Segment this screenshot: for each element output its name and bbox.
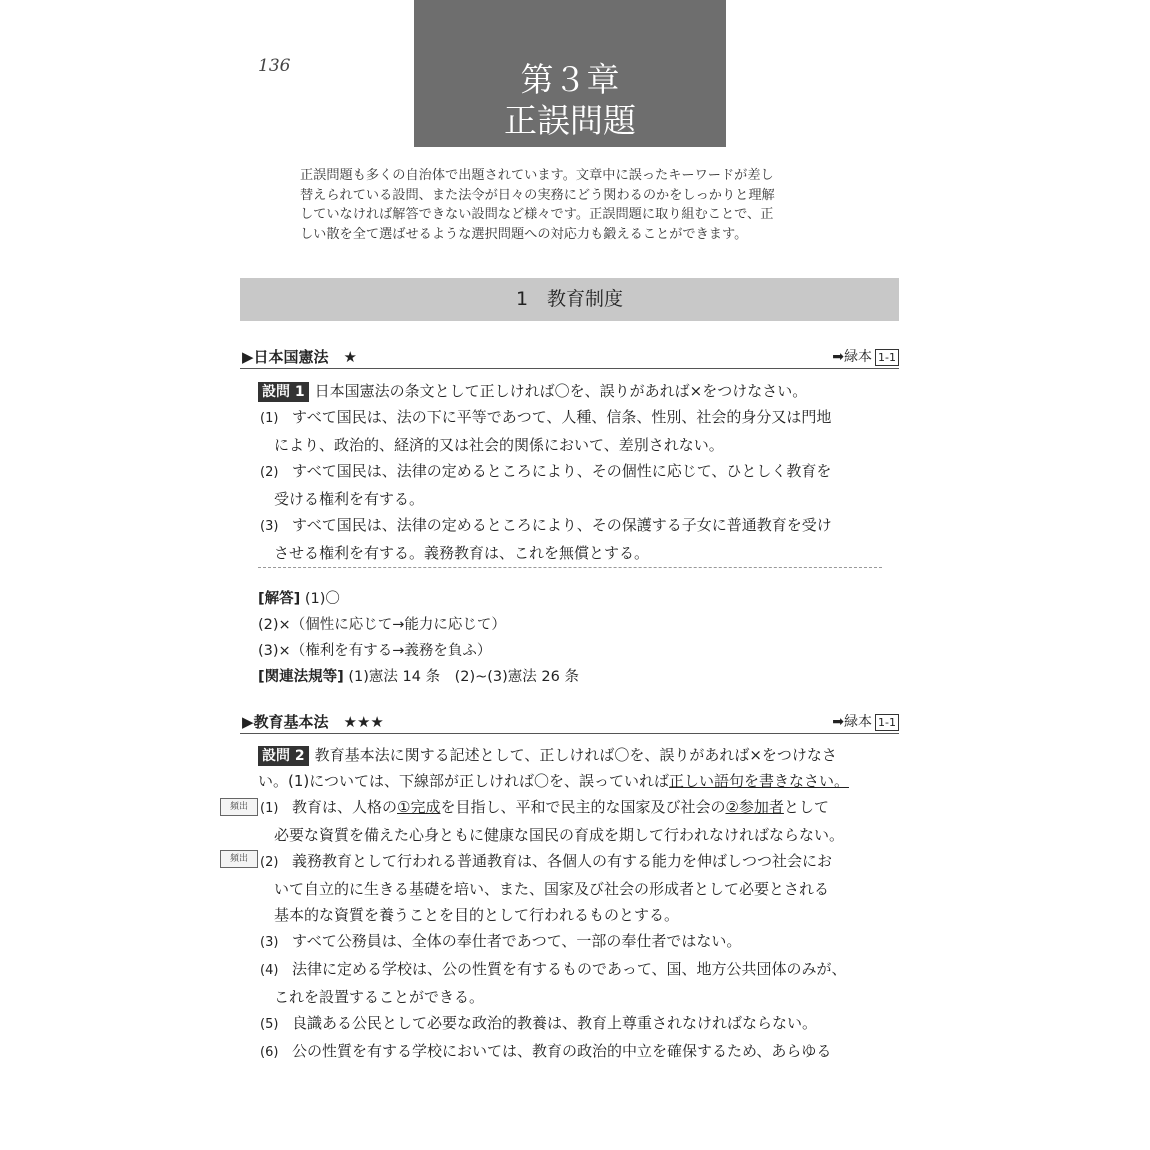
reference-box: 1-1: [875, 349, 899, 366]
intro-line: しい散を全て選ばせるような選択問題への対応力も鍛えることができます。: [300, 226, 748, 242]
item-text: いて自立的に生きる基礎を培い、また、国家及び社会の形成者として必要とされる: [274, 880, 830, 898]
subheading-title: ▶日本国憲法 ★: [242, 348, 357, 366]
question-1: [258, 378, 888, 566]
underlined-term: ②参加者: [725, 798, 784, 816]
reference-label: ➡緑本: [832, 714, 873, 730]
divider: [258, 567, 882, 568]
reference-label: ➡緑本: [832, 349, 873, 365]
item-text: 必要な資質を備えた心身ともに健康な国民の育成を期して行われなければならない。: [274, 826, 845, 844]
item-text: すべて国民は、法の下に平等であつて、人種、信条、性別、社会的身分又は門地: [292, 408, 832, 426]
related-text: (1)憲法 14 条 (2)~(3)憲法 26 条: [348, 669, 579, 685]
answer-text: (3)×（権利を有する→義務を負ふ）: [258, 643, 492, 659]
intro-line: していなければ解答できない設問など様々です。正誤問題に取り組むことで、正: [300, 207, 774, 222]
item-number: (4): [260, 963, 279, 978]
subheading-education-law: [240, 709, 899, 734]
item-text: させる権利を有する。義務教育は、これを無償とする。: [274, 544, 650, 562]
item-text: を目指し、平和で民主的な国家及び社会の: [440, 798, 726, 816]
item-text: により、政治的、経済的又は社会的関係において、差別されない。: [274, 436, 724, 454]
question-text-underlined: 正しい語句を書きなさい。: [668, 772, 849, 790]
frequent-tag: 頻出: [220, 850, 258, 868]
chapter-number: 第３章: [520, 60, 620, 99]
reference-box: 1-1: [875, 714, 899, 731]
intro-line: 正誤問題も多くの自治体で出題されています。文章中に誤ったキーワードが差し: [300, 168, 774, 183]
answer-label: [解答]: [258, 591, 301, 607]
page-number: 136: [258, 56, 291, 76]
item-text: 法律に定める学校は、公の性質を有するものであって、国、地方公共団体のみが、: [292, 960, 847, 978]
answer-text: (1)〇: [304, 591, 340, 607]
question-label: 設問 2: [258, 746, 309, 766]
item-text: 義務教育として行われる普通教育は、各個人の有する能力を伸ばしつつ社会にお: [292, 852, 833, 870]
item-text: 受ける権利を有する。: [274, 490, 425, 508]
item-number: (2): [260, 855, 279, 870]
question-text: い。(1)については、下線部が正しければ〇を、誤っていれば: [258, 772, 669, 790]
item-text: として: [783, 798, 829, 816]
answer-text: (2)×（個性に応じて→能力に応じて）: [258, 617, 506, 633]
item-text: 良識ある公民として必要な政治的教養は、教育上尊重されなければならない。: [292, 1014, 818, 1032]
item-number: (2): [260, 465, 279, 480]
item-text: 基本的な資質を養うことを目的として行われるものとする。: [274, 906, 680, 924]
related-label: [関連法規等]: [258, 669, 344, 685]
chapter-title: 正誤問題: [504, 101, 636, 140]
reference: [832, 711, 899, 731]
item-number: (1): [260, 411, 279, 426]
question-label: 設問 1: [258, 382, 309, 402]
answer-1: [258, 586, 888, 690]
item-number: (5): [260, 1017, 279, 1032]
item-text: 公の性質を有する学校においては、教育の政治的中立を確保するため、あらゆる: [292, 1042, 832, 1060]
section-heading: 1 教育制度: [240, 278, 899, 321]
item-text: すべて国民は、法律の定めるところにより、その保護する子女に普通教育を受け: [292, 516, 832, 534]
question-text: 日本国憲法の条文として正しければ〇を、誤りがあれば×をつけなさい。: [314, 382, 808, 400]
subheading-constitution: [240, 344, 899, 369]
intro-paragraph: [300, 166, 860, 244]
reference: [832, 346, 899, 366]
item-number: (6): [260, 1045, 279, 1060]
underlined-term: ①完成: [397, 798, 441, 816]
question-text: 教育基本法に関する記述として、正しければ〇を、誤りがあれば×をつけなさ: [314, 746, 837, 764]
frequent-tag: 頻出: [220, 798, 258, 816]
question-2: [258, 742, 888, 1066]
item-text: すべて国民は、法律の定めるところにより、その個性に応じて、ひとしく教育を: [292, 462, 832, 480]
chapter-header: [414, 0, 726, 147]
item-number: (3): [260, 519, 279, 534]
item-text: すべて公務員は、全体の奉仕者であつて、一部の奉仕者ではない。: [292, 932, 742, 950]
subheading-title: ▶教育基本法 ★★★: [242, 713, 384, 731]
intro-line: 替えられている設問、また法令が日々の実務にどう関わるのかをしっかりと理解: [300, 187, 775, 203]
item-text: 教育は、人格の: [292, 798, 398, 816]
item-number: (3): [260, 935, 279, 950]
item-number: (1): [260, 801, 279, 816]
item-text: これを設置することができる。: [274, 988, 485, 1006]
